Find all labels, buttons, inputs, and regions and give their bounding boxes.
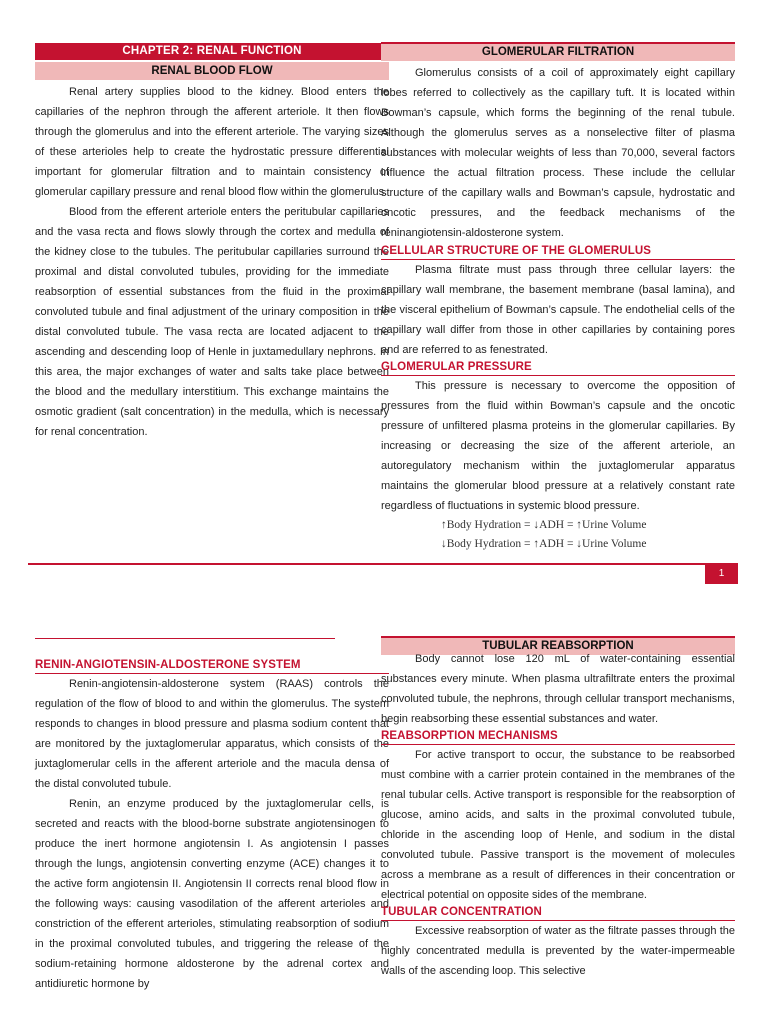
section-title-glomerular-filtration: GLOMERULAR FILTRATION xyxy=(381,42,735,61)
paragraph: Renin, an enzyme produced by the juxtaglomerular cells, is secreted and reacts with the blood-borne substrate angiotensinogen to produce the inert hormone angiotensin I. As angiotensin I passes through the lungs, angiotensin converting enzyme (ACE) changes it to the active form angiotensin II. Angiotensin II corrects renal blood flow in the following ways: causing vasodilation of the afferent arterioles and constriction of the efferent arterioles, stimulating reabsorption of sodium in the proximal convoluted tubules, and triggering the release of the sodium-retaining hormone aldosterone by the adrenal cortex and antidiuretic hormone by xyxy=(35,798,389,990)
paragraph: Renin-angiotensin-aldosterone system (RAAS) controls the regulation of the flow of blood to and within the glomerulus. The system responds to changes in blood pressure and plasma sodium content that are monitored by the juxtaglomerular apparatus, which consists of the juxtaglomerular cells in the afferent arteriole and the macula densa of the distal convoluted tubule. xyxy=(35,678,389,790)
heading-tubular-concentration: TUBULAR CONCENTRATION xyxy=(381,905,735,921)
paragraph: Glomerulus consists of a coil of approximately eight capillary lobes referred to collectively as the capillary tuft. It is located within Bowman’s capsule, which forms the beginning of the renal tubule. Although the glomerulus serves as a nonselective filter of plasma substances with molecular weights of less than 70,000, several factors influence the actual filtration process. These include the cellular structure of the capillary walls and Bowman’s capsule, hydrostatic and oncotic pressures, and the feedback mechanisms of the reninangiotensin-aldosterone system. xyxy=(381,67,735,239)
section-title-renal-blood-flow: RENAL BLOOD FLOW xyxy=(35,62,389,80)
heading-reabsorption-mechanisms: REABSORPTION MECHANISMS xyxy=(381,729,735,745)
document-page-2 xyxy=(0,600,768,1024)
left-column xyxy=(35,658,389,994)
heading-cellular-structure: CELLULAR STRUCTURE OF THE GLOMERULUS xyxy=(381,244,735,260)
paragraph: This pressure is necessary to overcome the opposition of pressures from the fluid within Bowman’s capsule and the oncotic pressure of unfiltered plasma proteins in the glomerular capillaries. By increasing or decreasing the size of the afferent arteriole, an autoregulatory mechanism within the juxtaglomerular apparatus maintains the glomerular blood pressure at a relatively constant rate regardless of fluctuations in systemic blood pressure. xyxy=(381,380,735,512)
right-column xyxy=(381,636,735,981)
right-column xyxy=(381,42,735,554)
page-footer-rule xyxy=(28,563,738,565)
heading-raas: RENIN-ANGIOTENSIN-ALDOSTERONE SYSTEM xyxy=(35,658,389,674)
paragraph: Renal artery supplies blood to the kidney. Blood enters the capillaries of the nephron through the afferent arteriole. It then flows through the glomerulus and into the efferent arteriole. The varying sizes of these arterioles help to create the hydrostatic pressure differential important for glomerular filtration and to maintain consistency of glomerular capillary pressure and renal blood flow within the glomerulus. xyxy=(35,86,389,198)
paragraph: Excessive reabsorption of water as the filtrate passes through the highly concentrated medulla is prevented by the water-impermeable walls of the ascending loop. This selective xyxy=(381,925,735,977)
page-number: 1 xyxy=(705,564,738,584)
formula-hydration-decrease: ↓Body Hydration = ↑ADH = ↓Urine Volume xyxy=(441,538,647,550)
section-title-tubular-reabsorption: TUBULAR REABSORPTION xyxy=(381,636,735,655)
paragraph: Blood from the efferent arteriole enters the peritubular capillaries and the vasa recta and flows slowly through the cortex and medulla of the kidney close to the tubules. The peritubular capillaries surround the proximal and distal convoluted tubules, providing for the immediate reabsorption of essential substances from the fluid in the proximal convoluted tubule and final adjustment of the urinary composition in the distal convoluted tubule. The vasa recta are located adjacent to the ascending and descending loop of Henle in juxtamedullary nephrons. In this area, the major exchanges of water and salts take place between the blood and the medullary interstitium. This exchange maintains the osmotic gradient (salt concentration) in the medulla, which is necessary for renal concentration. xyxy=(35,206,389,438)
chapter-title: CHAPTER 2: RENAL FUNCTION xyxy=(35,43,389,60)
paragraph: For active transport to occur, the substance to be reabsorbed must combine with a carrier protein contained in the membranes of the renal tubular cells. Active transport is responsible for the reabsorption of glucose, amino acids, and salts in the proximal convoluted tubule, chloride in the ascending loop of Henle, and sodium in the distal convoluted tubule. Passive transport is the movement of molecules across a membrane as a result of differences in their concentration or electrical potential on opposite sides of the membrane. xyxy=(381,749,735,901)
formula-hydration-increase: ↑Body Hydration = ↓ADH = ↑Urine Volume xyxy=(441,519,647,531)
page-header-rule xyxy=(35,638,335,639)
left-column xyxy=(35,43,389,442)
paragraph: Body cannot lose 120 mL of water-containing essential substances every minute. When plasma ultrafiltrate enters the proximal convoluted tubule, the nephrons, through cellular transport mechanisms, begin reabsorbing these essential substances and water. xyxy=(381,653,735,725)
paragraph: Plasma filtrate must pass through three cellular layers: the capillary wall membrane, the basement membrane (basal lamina), and the visceral epithelium of Bowman’s capsule. The endothelial cells of the capillary wall differ from those in other capillaries by containing pores and are referred to as fenestrated. xyxy=(381,264,735,356)
heading-glomerular-pressure: GLOMERULAR PRESSURE xyxy=(381,360,735,376)
